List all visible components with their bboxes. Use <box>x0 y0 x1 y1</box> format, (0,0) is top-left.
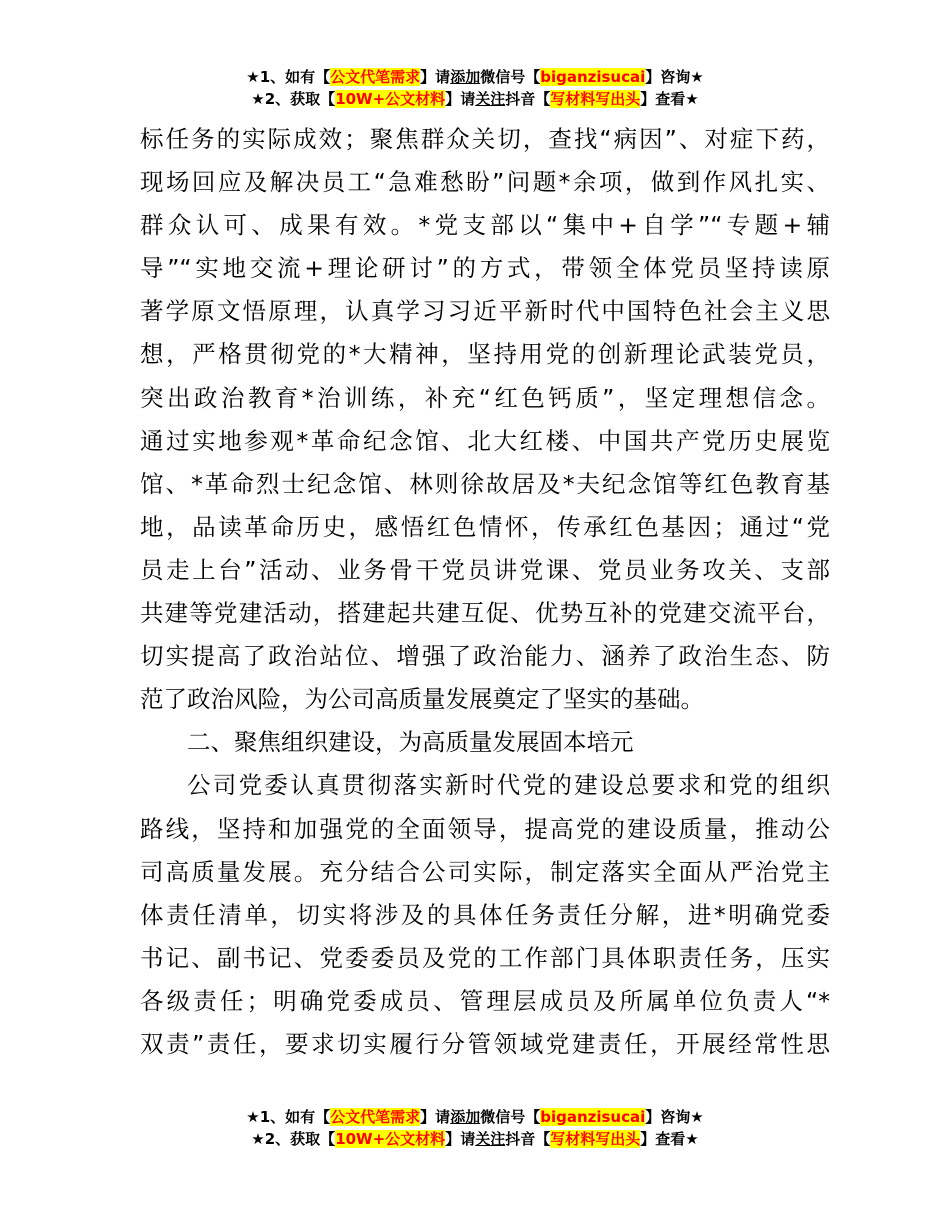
banner-highlight: 公文代笔需求 <box>330 1108 421 1126</box>
body-text-line: 群众认可、成果有效。*党支部以“集中+自学”“专题+辅 <box>140 211 830 240</box>
body-text-line: 导”“实地交流+理论研讨”的方式，带领全体党员坚持读原 <box>140 254 830 283</box>
body-text-line: 公司党委认真贯彻落实新时代党的建设总要求和党的组织 <box>187 771 830 800</box>
footer-banner <box>0 1106 950 1150</box>
banner-text: 】查看★ <box>640 90 699 108</box>
banner-highlight: biganzisucai <box>540 68 646 86</box>
banner-text: ★2、获取【 <box>251 90 336 108</box>
banner-highlight: 10W+公文材料 <box>335 1130 446 1148</box>
banner-text: 】请 <box>445 90 476 108</box>
body-text-line: 双责”责任，要求切实履行分管领域党建责任，开展经常性思 <box>140 1029 830 1058</box>
banner-text: 】咨询★ <box>645 68 704 86</box>
banner-highlight: biganzisucai <box>540 1108 646 1126</box>
banner-text: 】查看★ <box>640 1130 699 1148</box>
body-text-line: 想，严格贯彻党的*大精神，坚持用党的创新理论武装党员， <box>140 340 830 369</box>
banner-highlight: 10W+公文材料 <box>335 90 446 108</box>
banner-text: 抖音【 <box>505 1130 551 1148</box>
body-text-line: 地，品读革命历史，感悟红色情怀，传承红色基因；通过“党 <box>140 512 830 541</box>
body-text-line: 共建等党建活动，搭建起共建互促、优势互补的党建交流平台， <box>140 599 830 628</box>
banner-highlight: 写材料写出头 <box>550 1130 641 1148</box>
banner-line-1 <box>0 1106 950 1128</box>
body-text-line: 馆、*革命烈士纪念馆、林则徐故居及*夫纪念馆等红色教育基 <box>140 469 830 498</box>
body-text-line: 通过实地参观*革命纪念馆、北大红楼、中国共产党历史展览 <box>140 426 830 455</box>
banner-line-2 <box>0 88 950 110</box>
banner-underline: 添加 <box>450 1108 481 1126</box>
banner-line-1 <box>0 66 950 88</box>
body-text-line: 现场回应及解决员工“急难愁盼”问题*余项，做到作风扎实、 <box>140 168 830 197</box>
banner-underline: 添加 <box>450 68 481 86</box>
banner-underline: 关注 <box>475 90 506 108</box>
body-text-line: 书记、副书记、党委委员及党的工作部门具体职责任务，压实 <box>140 943 830 972</box>
body-text-line: 司高质量发展。充分结合公司实际，制定落实全面从严治党主 <box>140 857 830 886</box>
banner-text: ★1、如有【 <box>246 1108 331 1126</box>
body-text-line: 切实提高了政治站位、增强了政治能力、涵养了政治生态、防 <box>140 642 830 671</box>
body-text-line: 各级责任；明确党委成员、管理层成员及所属单位负责人“* <box>140 986 830 1015</box>
body-text-line: 突出政治教育*治训练，补充“红色钙质”，坚定理想信念。 <box>140 383 830 412</box>
banner-text: 】请 <box>420 68 451 86</box>
banner-text: ★2、获取【 <box>251 1130 336 1148</box>
section-heading: 二、聚焦组织建设，为高质量发展固本培元 <box>187 728 634 757</box>
banner-text: 微信号【 <box>480 1108 541 1126</box>
banner-text: 】请 <box>420 1108 451 1126</box>
banner-text: 抖音【 <box>505 90 551 108</box>
banner-highlight: 公文代笔需求 <box>330 68 421 86</box>
header-banner <box>0 66 950 110</box>
banner-text: ★1、如有【 <box>246 68 331 86</box>
banner-text: 】咨询★ <box>645 1108 704 1126</box>
banner-line-2 <box>0 1128 950 1150</box>
banner-text: 微信号【 <box>480 68 541 86</box>
banner-highlight: 写材料写出头 <box>550 90 641 108</box>
document-body <box>140 118 830 1066</box>
body-text-line: 路线，坚持和加强党的全面领导，提高党的建设质量，推动公 <box>140 814 830 843</box>
body-text-line: 员走上台”活动、业务骨干党员讲党课、党员业务攻关、支部 <box>140 555 830 584</box>
banner-underline: 关注 <box>475 1130 506 1148</box>
body-text-line: 范了政治风险，为公司高质量发展奠定了坚实的基础。 <box>140 685 704 714</box>
body-text-line: 标任务的实际成效；聚焦群众关切，查找“病因”、对症下药， <box>140 125 830 153</box>
body-text-line: 著学原文悟原理，认真学习习近平新时代中国特色社会主义思 <box>140 297 830 326</box>
body-text-line: 体责任清单，切实将涉及的具体任务责任分解，进*明确党委 <box>140 900 830 929</box>
banner-text: 】请 <box>445 1130 476 1148</box>
